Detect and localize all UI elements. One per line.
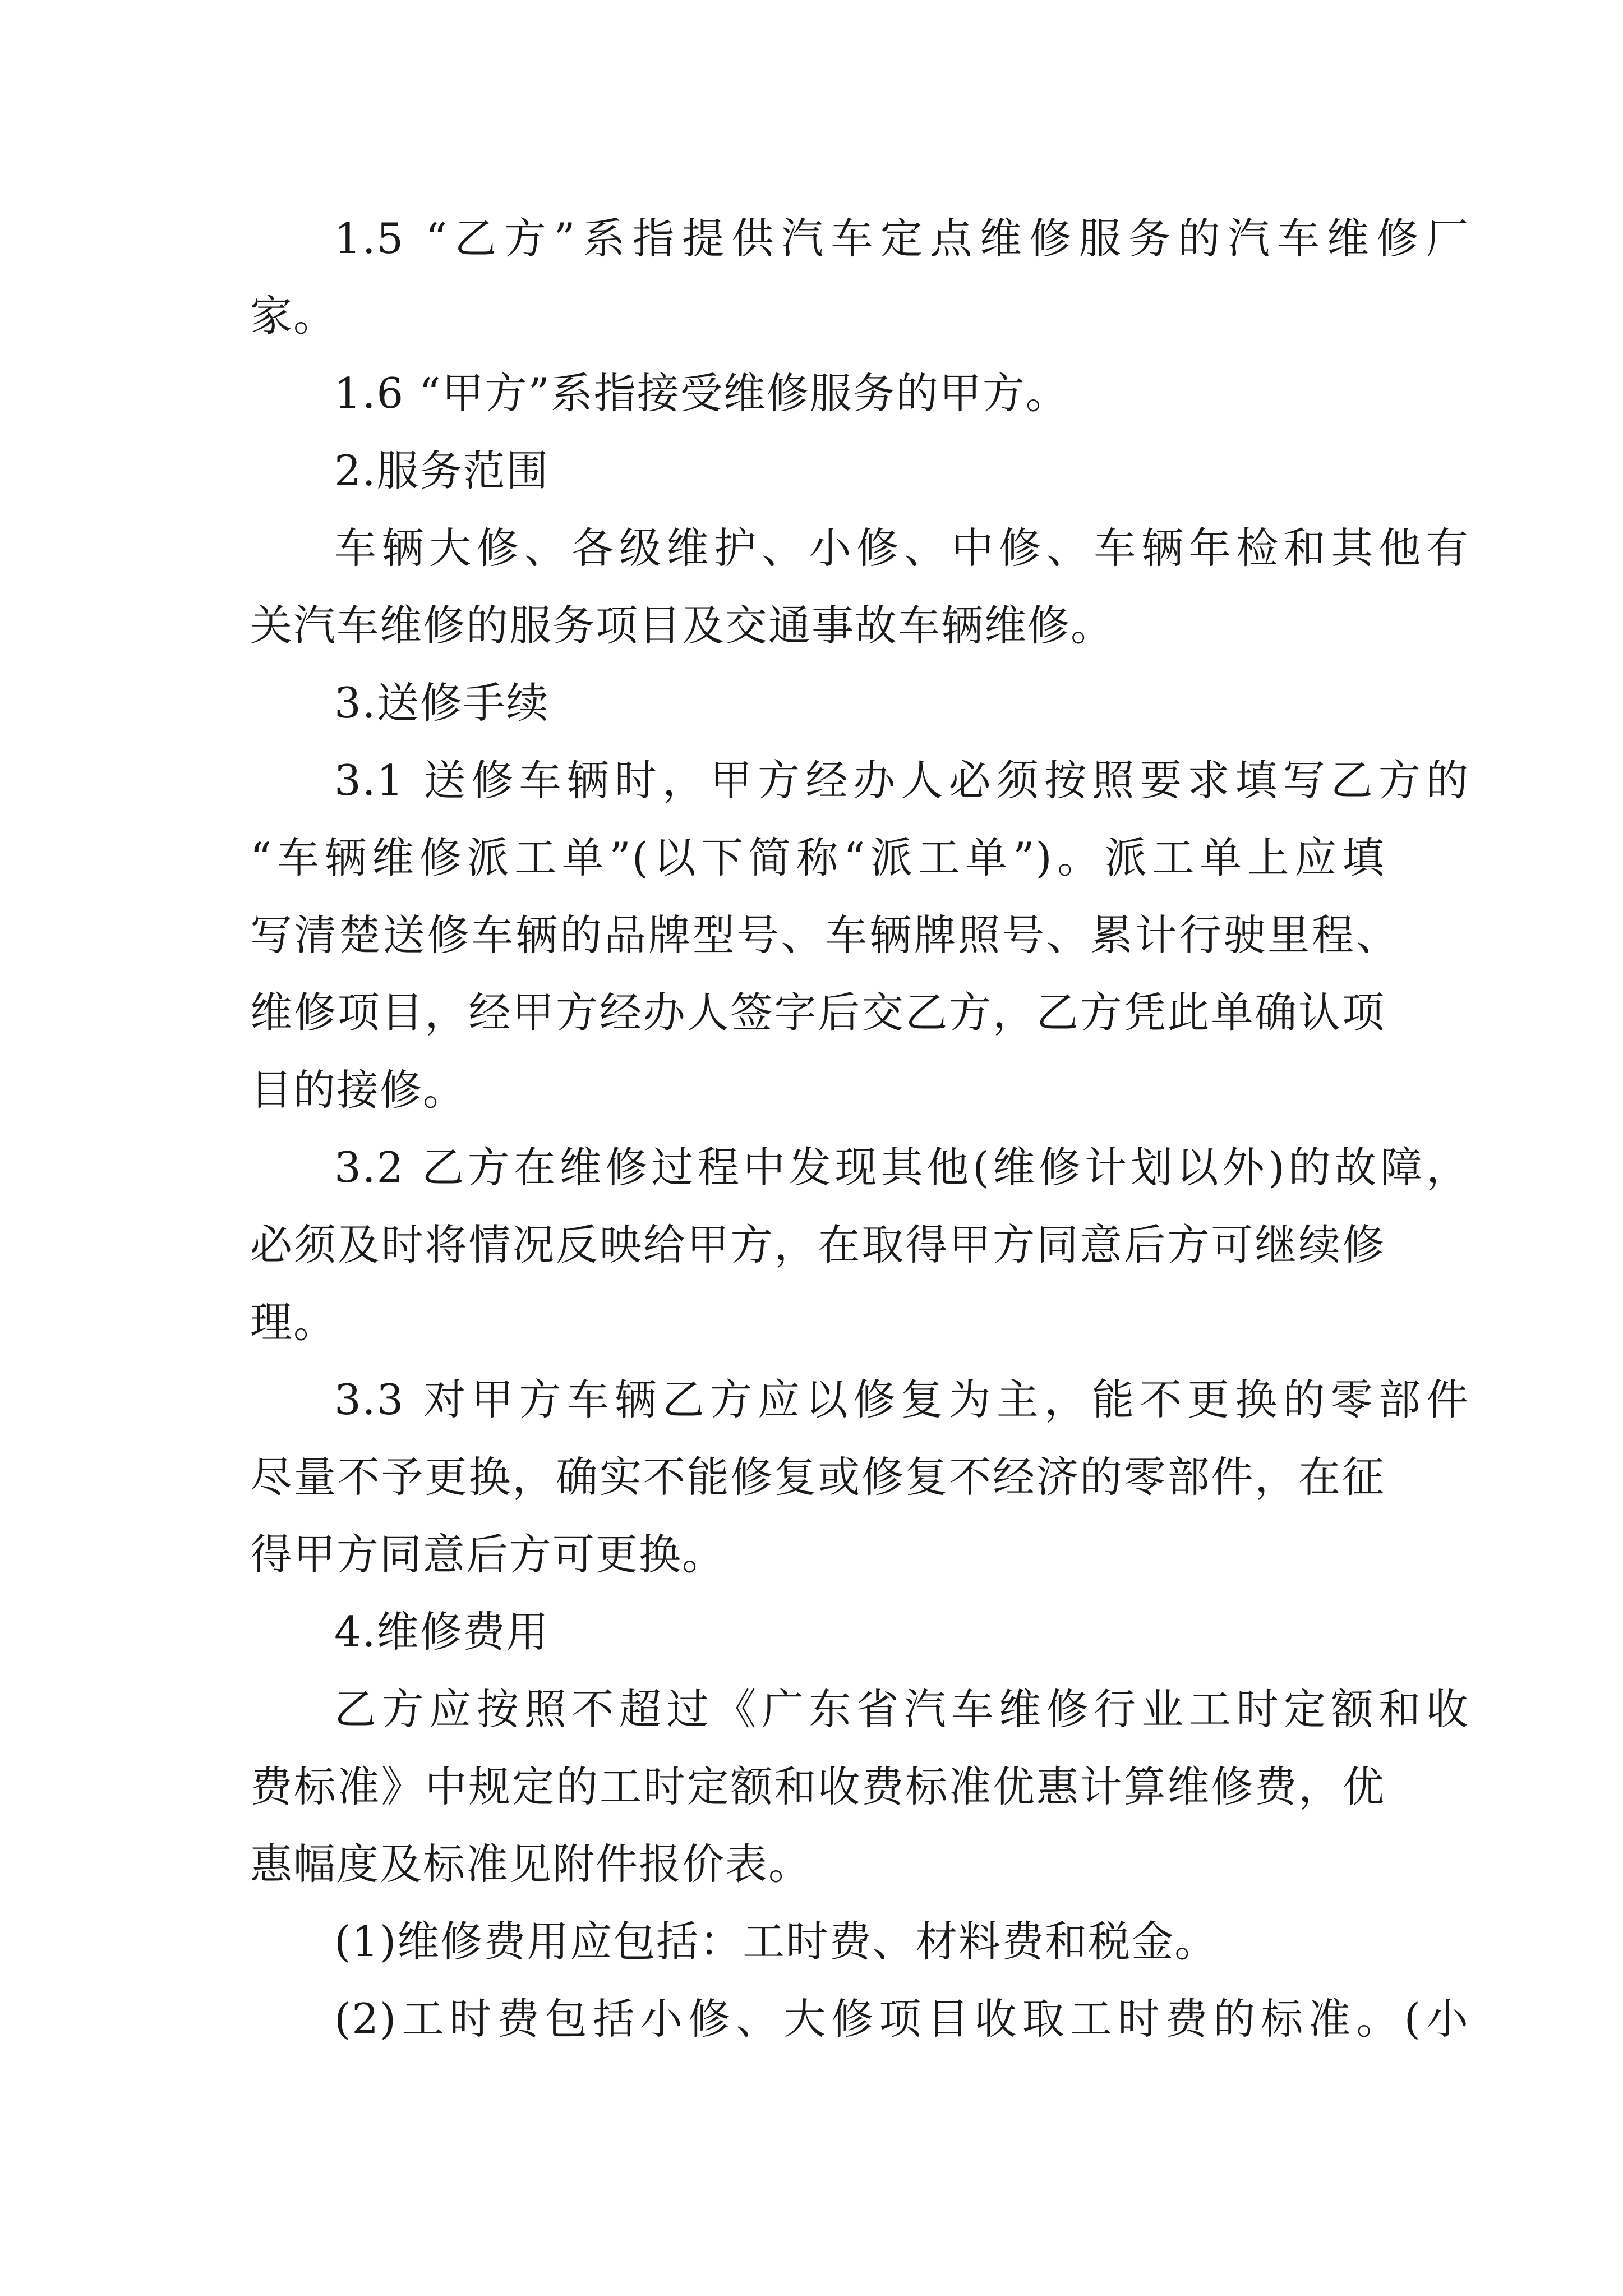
text-line: 写清楚送修车辆的品牌型号、车辆牌照号、累计行驶里程、 (250, 910, 1399, 960)
text-line: 关汽车维修的服务项目及交通事故车辆维修。 (250, 601, 1114, 650)
text-line: 得甲方同意后方可更换。 (250, 1530, 726, 1579)
text-line: 尽量不予更换，确实不能修复或修复不经济的零部件，在征 (250, 1452, 1385, 1502)
text-line: 理。 (250, 1297, 337, 1347)
section-heading: 4.维修费用 (334, 1607, 550, 1657)
text-line: “车辆维修派工单”(以下简称“派工单”)。派工单上应填 (250, 833, 1385, 882)
text-line: 必须及时将情况反映给甲方，在取得甲方同意后方可继续修 (250, 1220, 1385, 1269)
text-line: 1.5 “乙方”系指提供汽车定点维修服务的汽车维修厂 (334, 214, 1469, 263)
text-line: (2)工时费包括小修、大修项目收取工时费的标准。(小 (334, 1994, 1469, 2044)
text-line: 目的接修。 (250, 1065, 467, 1115)
text-line: 家。 (250, 291, 337, 341)
text-line: 3.2 乙方在维修过程中发现其他(维修计划以外)的故障， (334, 1143, 1469, 1192)
text-line: 费标准》中规定的工时定额和收费标准优惠计算维修费，优 (250, 1762, 1385, 1811)
text-line: 3.3 对甲方车辆乙方应以修复为主，能不更换的零部件 (334, 1375, 1469, 1424)
section-heading: 3.送修手续 (334, 678, 550, 728)
text-line: 车辆大修、各级维护、小修、中修、车辆年检和其他有 (334, 523, 1469, 573)
text-line: 惠幅度及标准见附件报价表。 (250, 1839, 812, 1889)
text-line: 3.1 送修车辆时，甲方经办人必须按照要求填写乙方的 (334, 756, 1469, 805)
section-heading: 2.服务范围 (334, 446, 550, 495)
text-line: 维修项目，经甲方经办人签字后交乙方，乙方凭此单确认项 (250, 988, 1385, 1037)
text-line: 乙方应按照不超过《广东省汽车维修行业工时定额和收 (334, 1685, 1469, 1734)
text-line: 1.6 “甲方”系指接受维修服务的甲方。 (334, 369, 1069, 418)
text-line: (1)维修费用应包括：工时费、材料费和税金。 (334, 1917, 1218, 1966)
